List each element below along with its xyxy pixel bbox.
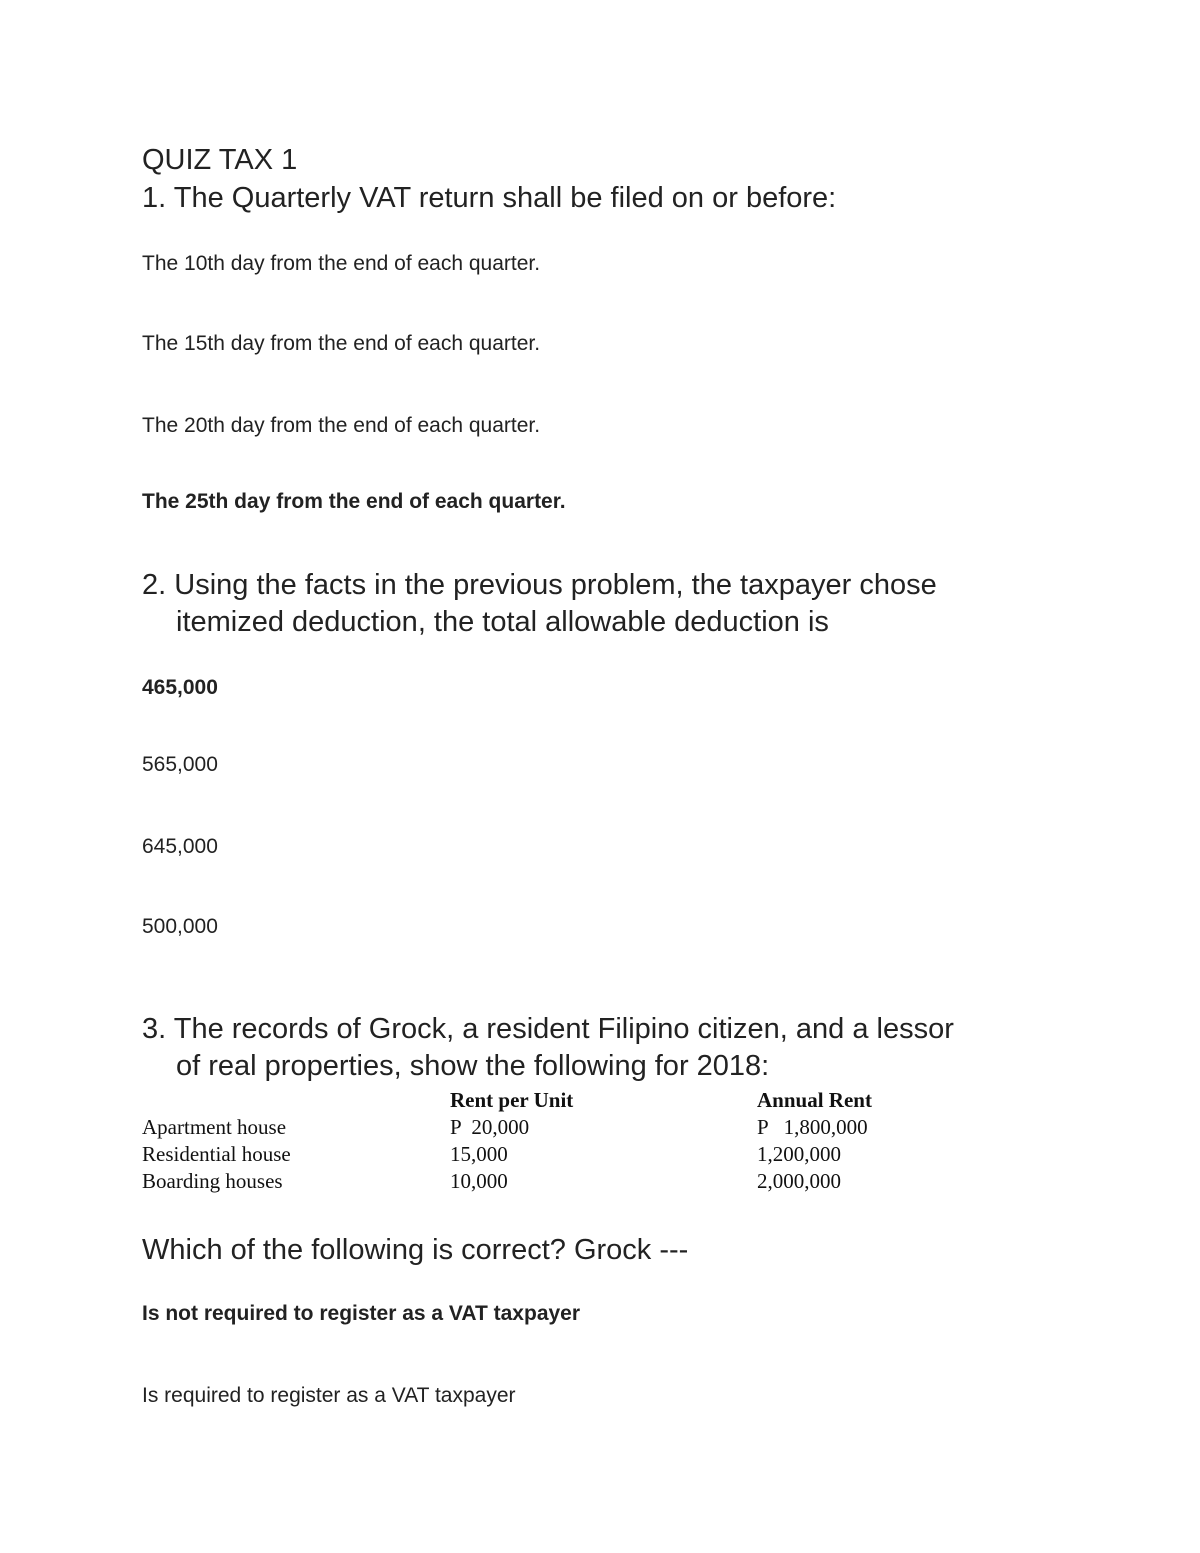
table-cell: 15,000	[450, 1142, 508, 1166]
option-2b: 565,000	[142, 753, 218, 776]
table-cell: 10,000	[450, 1169, 508, 1193]
option-3a-correct: Is not required to register as a VAT taxpayer	[142, 1302, 581, 1325]
table-cell: P 20,000	[450, 1115, 530, 1139]
question-number: 3.	[142, 1013, 167, 1045]
question-number: 1.	[142, 182, 167, 214]
question-text: The records of Grock, a resident Filipino citizen, and a lessor	[173, 1013, 954, 1045]
table-cell: Apartment house	[142, 1115, 287, 1139]
question-1	[142, 184, 836, 213]
question-3-prompt: Which of the following is correct? Grock ---	[142, 1234, 689, 1266]
page-title: QUIZ TAX 1	[142, 144, 298, 176]
table-header-annual-rent: Annual Rent	[757, 1088, 872, 1112]
option-1b: The 15th day from the end of each quarter.	[142, 332, 541, 355]
option-1d-correct: The 25th day from the end of each quarter.	[142, 490, 566, 513]
table-cell: 1,200,000	[757, 1142, 841, 1166]
table-cell: Boarding houses	[142, 1169, 283, 1193]
option-2c: 645,000	[142, 835, 218, 858]
question-3-continued: of real properties, show the following for 2018:	[176, 1050, 770, 1082]
question-3	[142, 1015, 954, 1044]
table-cell: Residential house	[142, 1142, 291, 1166]
option-1c: The 20th day from the end of each quarter.	[142, 414, 541, 437]
option-3b: Is required to register as a VAT taxpayer	[142, 1384, 516, 1407]
option-2a-correct: 465,000	[142, 676, 218, 699]
question-2	[142, 571, 937, 600]
question-text: Using the facts in the previous problem, the taxpayer chose	[174, 569, 937, 601]
question-text: The Quarterly VAT return shall be filed on or before:	[173, 182, 837, 214]
table-cell: 2,000,000	[757, 1169, 841, 1193]
table-header-rent-per-unit: Rent per Unit	[450, 1088, 574, 1112]
question-number: 2.	[142, 569, 167, 601]
table-cell: P 1,800,000	[757, 1115, 868, 1139]
option-2d: 500,000	[142, 915, 218, 938]
question-2-continued: itemized deduction, the total allowable deduction is	[176, 606, 829, 638]
option-1a: The 10th day from the end of each quarter.	[142, 252, 541, 275]
